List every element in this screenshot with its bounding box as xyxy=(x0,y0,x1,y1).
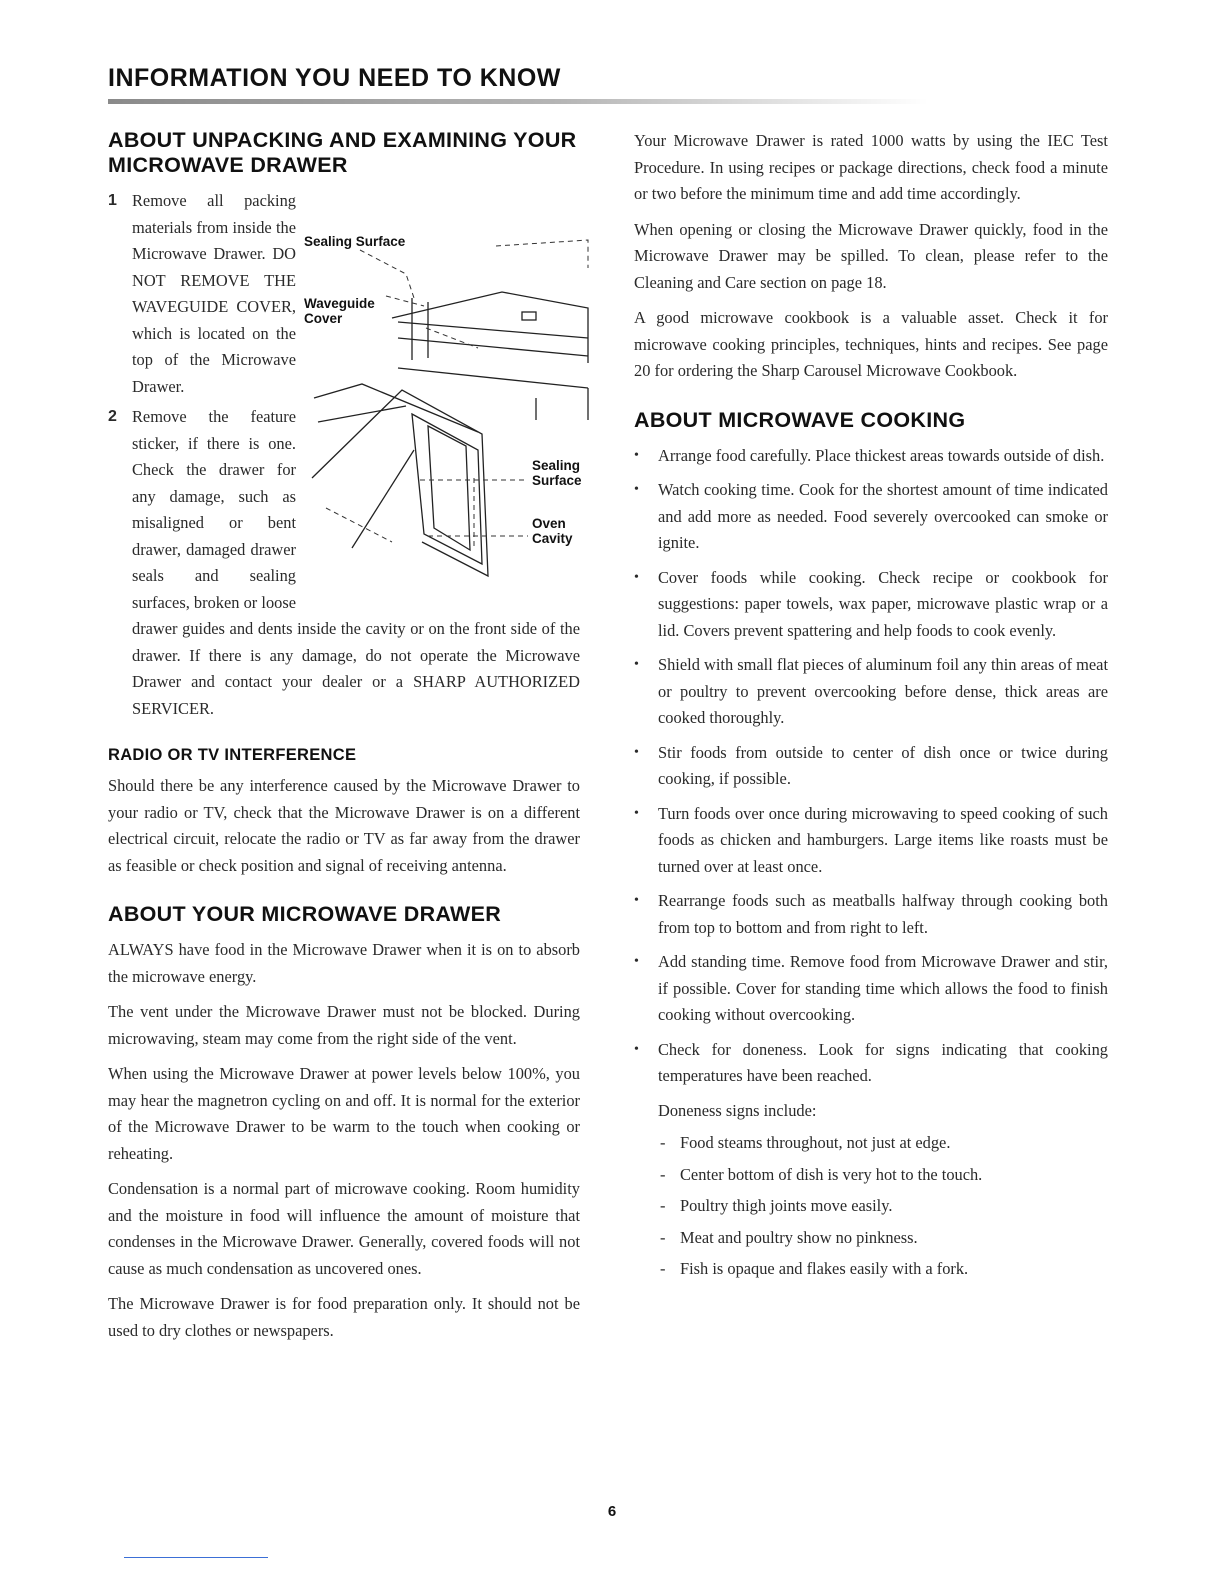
label-sealing-surface-right: Sealing Surface xyxy=(532,458,582,488)
step-1 xyxy=(108,188,580,400)
list-item: - Center bottom of dish is very hot to the touch. xyxy=(658,1162,1108,1189)
cooking-tips-list xyxy=(634,443,1108,1090)
drawer-heading: ABOUT YOUR MICROWAVE DRAWER xyxy=(108,902,502,926)
radio-heading: RADIO OR TV INTERFERENCE xyxy=(108,746,357,764)
label-sealing-surface-top: Sealing Surface xyxy=(304,234,406,249)
cooking-heading: ABOUT MICROWAVE COOKING xyxy=(634,407,966,432)
footer-line xyxy=(124,1557,268,1558)
drawer-paragraph: When using the Microwave Drawer at power levels below 100%, you may hear the magnetron cycling on and off. It is normal for the exterior of the Microwave Drawer to be warm to the touch when cooking or reheating. xyxy=(108,1064,580,1163)
step-1-number: 1 xyxy=(108,192,117,209)
step-2-text: Remove the feature sticker, if there is one. Check the drawer for any damage, such as misaligned or bent drawer, damaged drawer seals and sealing surfaces, broken or loose drawer guides and dents inside the cavity or on the front side of the drawer. If there is any damage, do not operate the Microwave Drawer and contact your dealer or a SHARP AUTHORIZED SERVICER. xyxy=(132,407,580,718)
drawer-paragraph: The vent under the Microwave Drawer must not be blocked. During microwaving, steam may come from the right side of the vent. xyxy=(108,1002,580,1048)
doneness-intro: Doneness signs include: xyxy=(658,1100,817,1120)
right-column xyxy=(634,128,1108,1288)
page-title: INFORMATION YOU NEED TO KNOW xyxy=(108,64,561,92)
label-waveguide-cover: Waveguide Cover xyxy=(304,296,375,326)
list-item: • Cover foods while cooking. Check recipe or cookbook for suggestions: paper towels, wax paper, microwave plastic wrap or a lid. Covers prevent spattering and help foods to cook evenly. xyxy=(634,565,1108,645)
list-item: • Stir foods from outside to center of dish once or twice during cooking, if possible. xyxy=(634,740,1108,793)
list-item: - Food steams throughout, not just at edge. xyxy=(658,1130,1108,1157)
left-column xyxy=(108,128,580,1353)
drawer-paragraph: Condensation is a normal part of microwave cooking. Room humidity and the moisture in food will influence the amount of moisture that condenses in the Microwave Drawer. Generally, covered foods will not cause as much condensation as uncovered ones. xyxy=(108,1179,580,1278)
doneness-signs-list xyxy=(658,1130,1108,1283)
intro-paragraph: A good microwave cookbook is a valuable asset. Check it for microwave cooking principles, techniques, hints and recipes. See page 20 for ordering the Sharp Carousel Microwave Cookbook. xyxy=(634,308,1108,380)
list-item: • Rearrange foods such as meatballs halfway through cooking both from top to bottom and from right to left. xyxy=(634,888,1108,941)
drawer-paragraph: The Microwave Drawer is for food preparation only. It should not be used to dry clothes or newspapers. xyxy=(108,1294,580,1340)
list-item: • Turn foods over once during microwaving to speed cooking of such foods as chicken and hamburgers. Large items like roasts must be turned over at least once. xyxy=(634,801,1108,881)
list-item: • Check for doneness. Look for signs indicating that cooking temperatures have been reached. xyxy=(634,1037,1108,1090)
list-item: • Shield with small flat pieces of aluminum foil any thin areas of meat or poultry to prevent overcooking before dense, thick areas are cooked thoroughly. xyxy=(634,652,1108,732)
unpacking-heading: ABOUT UNPACKING AND EXAMINING YOUR MICROWAVE DRAWER xyxy=(108,128,577,177)
title-rule xyxy=(108,99,928,104)
intro-paragraph: When opening or closing the Microwave Drawer quickly, food in the Microwave Drawer may be spilled. To clean, please refer to the Cleaning and Care section on page 18. xyxy=(634,219,1108,292)
label-oven-cavity: Oven Cavity xyxy=(532,516,573,546)
list-item: - Poultry thigh joints move easily. xyxy=(658,1193,1108,1220)
list-item: - Fish is opaque and flakes easily with a fork. xyxy=(658,1256,1108,1283)
unpacking-steps xyxy=(108,188,580,722)
list-item: • Add standing time. Remove food from Microwave Drawer and stir, if possible. Cover for standing time which allows the food to finish cooking without overcooking. xyxy=(634,949,1108,1029)
list-item: • Arrange food carefully. Place thickest areas towards outside of dish. xyxy=(634,443,1108,470)
step-2-number: 2 xyxy=(108,408,117,425)
list-item: • Watch cooking time. Cook for the shortest amount of time indicated and add more as needed. Food severely overcooked can smoke or ignite. xyxy=(634,477,1108,557)
radio-text: Should there be any interference caused by the Microwave Drawer to your radio or TV, check that the Microwave Drawer is on a different electrical circuit, relocate the radio or TV as far away from the drawer as feasible or check position and signal of receiving antenna. xyxy=(108,776,580,875)
step-2 xyxy=(108,404,580,722)
list-item: - Meat and poultry show no pinkness. xyxy=(658,1225,1108,1252)
page-number: 6 xyxy=(607,1503,617,1520)
intro-paragraph: Your Microwave Drawer is rated 1000 watts by using the IEC Test Procedure. In using recipes or package directions, check food a minute or two before the minimum time and add time accordingly. xyxy=(634,131,1108,203)
step-1-text: Remove all packing materials from inside the Microwave Drawer. DO NOT REMOVE THE WAVEGUIDE COVER, which is located on the top of the Microwave Drawer. xyxy=(132,191,296,396)
drawer-paragraph: ALWAYS have food in the Microwave Drawer when it is on to absorb the microwave energy. xyxy=(108,940,580,986)
